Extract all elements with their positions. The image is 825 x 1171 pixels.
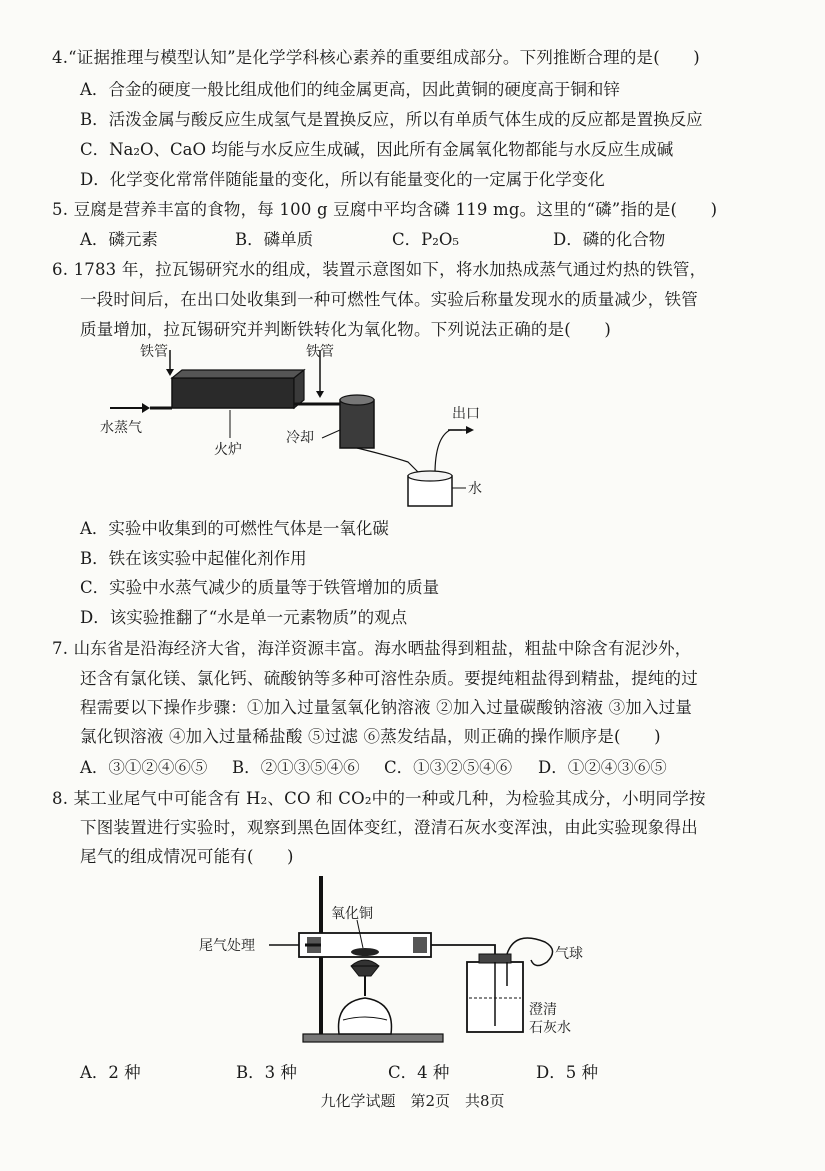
- question-8-stem-line-2: 下图装置进行实验时，观察到黑色固体变红，澄清石灰水变浑浊，由此实验现象得出: [80, 818, 698, 837]
- question-6-stem-line-3: 质量增加，拉瓦锡研究并判断铁转化为氧化物。下列说法正确的是( ): [80, 320, 611, 339]
- question-7-stem-line-2: 还含有氯化镁、氯化钙、硫酸钠等多种可溶性杂质。要提纯粗盐得到精盐，提纯的过: [80, 669, 698, 688]
- label-copper-oxide: 氧化铜: [331, 906, 373, 922]
- question-8-stem-line-1: 8. 某工业尾气中可能含有 H₂、CO 和 CO₂中的一种或几种，为检验其成分，小明同学按: [52, 789, 706, 808]
- label-balloon: 气球: [555, 946, 583, 962]
- water-decomposition-apparatus-diagram: [90, 338, 510, 508]
- question-7-stem-line-1: 7. 山东省是沿海经济大省，海洋资源丰富。海水晒盐得到粗盐，粗盐中除含有泥沙外，: [52, 639, 692, 658]
- question-5-option-c: C．P₂O₅: [392, 230, 459, 249]
- page-footer: 九化学试题 第2页 共8页: [320, 1092, 505, 1110]
- question-6-option-a: A．实验中收集到的可燃性气体是一氧化碳: [80, 519, 389, 538]
- question-5-stem: 5. 豆腐是营养丰富的食物，每 100 g 豆腐中平均含磷 119 mg。这里的“磷”指的是( ): [52, 200, 718, 219]
- question-8-option-d: D．5 种: [536, 1063, 598, 1082]
- label-steam: 水蒸气: [100, 420, 142, 436]
- question-5-option-d: D．磷的化合物: [553, 230, 666, 249]
- question-8-option-c: C．4 种: [388, 1063, 450, 1082]
- question-4-option-d: D．化学变化常常伴随能量的变化，所以有能量变化的一定属于化学变化: [80, 170, 605, 189]
- question-7-option-c: C．①③②⑤④⑥: [384, 758, 513, 777]
- label-exhaust: 尾气处理: [199, 938, 255, 954]
- question-4-option-b: B．活泼金属与酸反应生成氢气是置换反应，所以有单质气体生成的反应都是置换反应: [80, 110, 703, 129]
- question-8-option-b: B．3 种: [236, 1063, 297, 1082]
- question-6-option-d: D．该实验推翻了“水是单一元素物质”的观点: [80, 608, 408, 627]
- label-furnace: 火炉: [214, 442, 242, 458]
- question-4-stem: 4.“证据推理与模型认知”是化学学科核心素养的重要组成部分。下列推断合理的是( ): [52, 48, 700, 67]
- label-limewater-2: 石灰水: [529, 1020, 571, 1036]
- question-6-stem-line-1: 6. 1783 年，拉瓦锡研究水的组成，装置示意图如下，将水加热成蒸气通过灼热的铁管，: [52, 260, 707, 279]
- question-6-option-b: B．铁在该实验中起催化剂作用: [80, 549, 307, 568]
- question-7-option-b: B．②①③⑤④⑥: [232, 758, 360, 777]
- label-iron-tube-right: 铁管: [306, 344, 334, 360]
- question-8-stem-line-3: 尾气的组成情况可能有( ): [80, 847, 294, 866]
- question-4-option-c: C．Na₂O、CaO 均能与水反应生成碱，因此所有金属氧化物都能与水反应生成碱: [80, 140, 674, 159]
- label-iron-tube-left: 铁管: [140, 344, 168, 360]
- question-7-option-a: A．③①②④⑥⑤: [80, 758, 208, 777]
- question-5-option-a: A．磷元素: [80, 230, 158, 249]
- question-6-stem-line-2: 一段时间后，在出口处收集到一种可燃性气体。实验后称量发现水的质量减少，铁管: [80, 290, 698, 309]
- question-6-option-c: C．实验中水蒸气减少的质量等于铁管增加的质量: [80, 578, 440, 597]
- cooling-cylinder: [340, 400, 374, 448]
- label-outlet: 出口: [452, 406, 480, 422]
- furnace-block: [172, 378, 294, 408]
- question-7-stem-line-3: 程需要以下操作步骤：①加入过量氢氧化钠溶液 ②加入过量碳酸钠溶液 ③加入过量: [80, 698, 693, 717]
- label-limewater-1: 澄清: [529, 1002, 557, 1018]
- question-7-stem-line-4: 氯化钡溶液 ④加入过量稀盐酸 ⑤过滤 ⑥蒸发结晶，则正确的操作顺序是( ): [80, 727, 661, 746]
- label-water: 水: [468, 481, 482, 497]
- question-4-option-a: A．合金的硬度一般比组成他们的纯金属更高，因此黄铜的硬度高于铜和锌: [80, 80, 620, 99]
- question-7-option-d: D．①②④③⑥⑤: [538, 758, 667, 777]
- co-reduction-apparatus-diagram: [195, 870, 615, 1048]
- question-5-option-b: B．磷单质: [235, 230, 314, 249]
- spirit-lamp: [339, 998, 392, 1034]
- question-8-option-a: A．2 种: [80, 1063, 141, 1082]
- label-cooling: 冷却: [286, 430, 314, 446]
- copper-oxide-sample: [351, 948, 379, 956]
